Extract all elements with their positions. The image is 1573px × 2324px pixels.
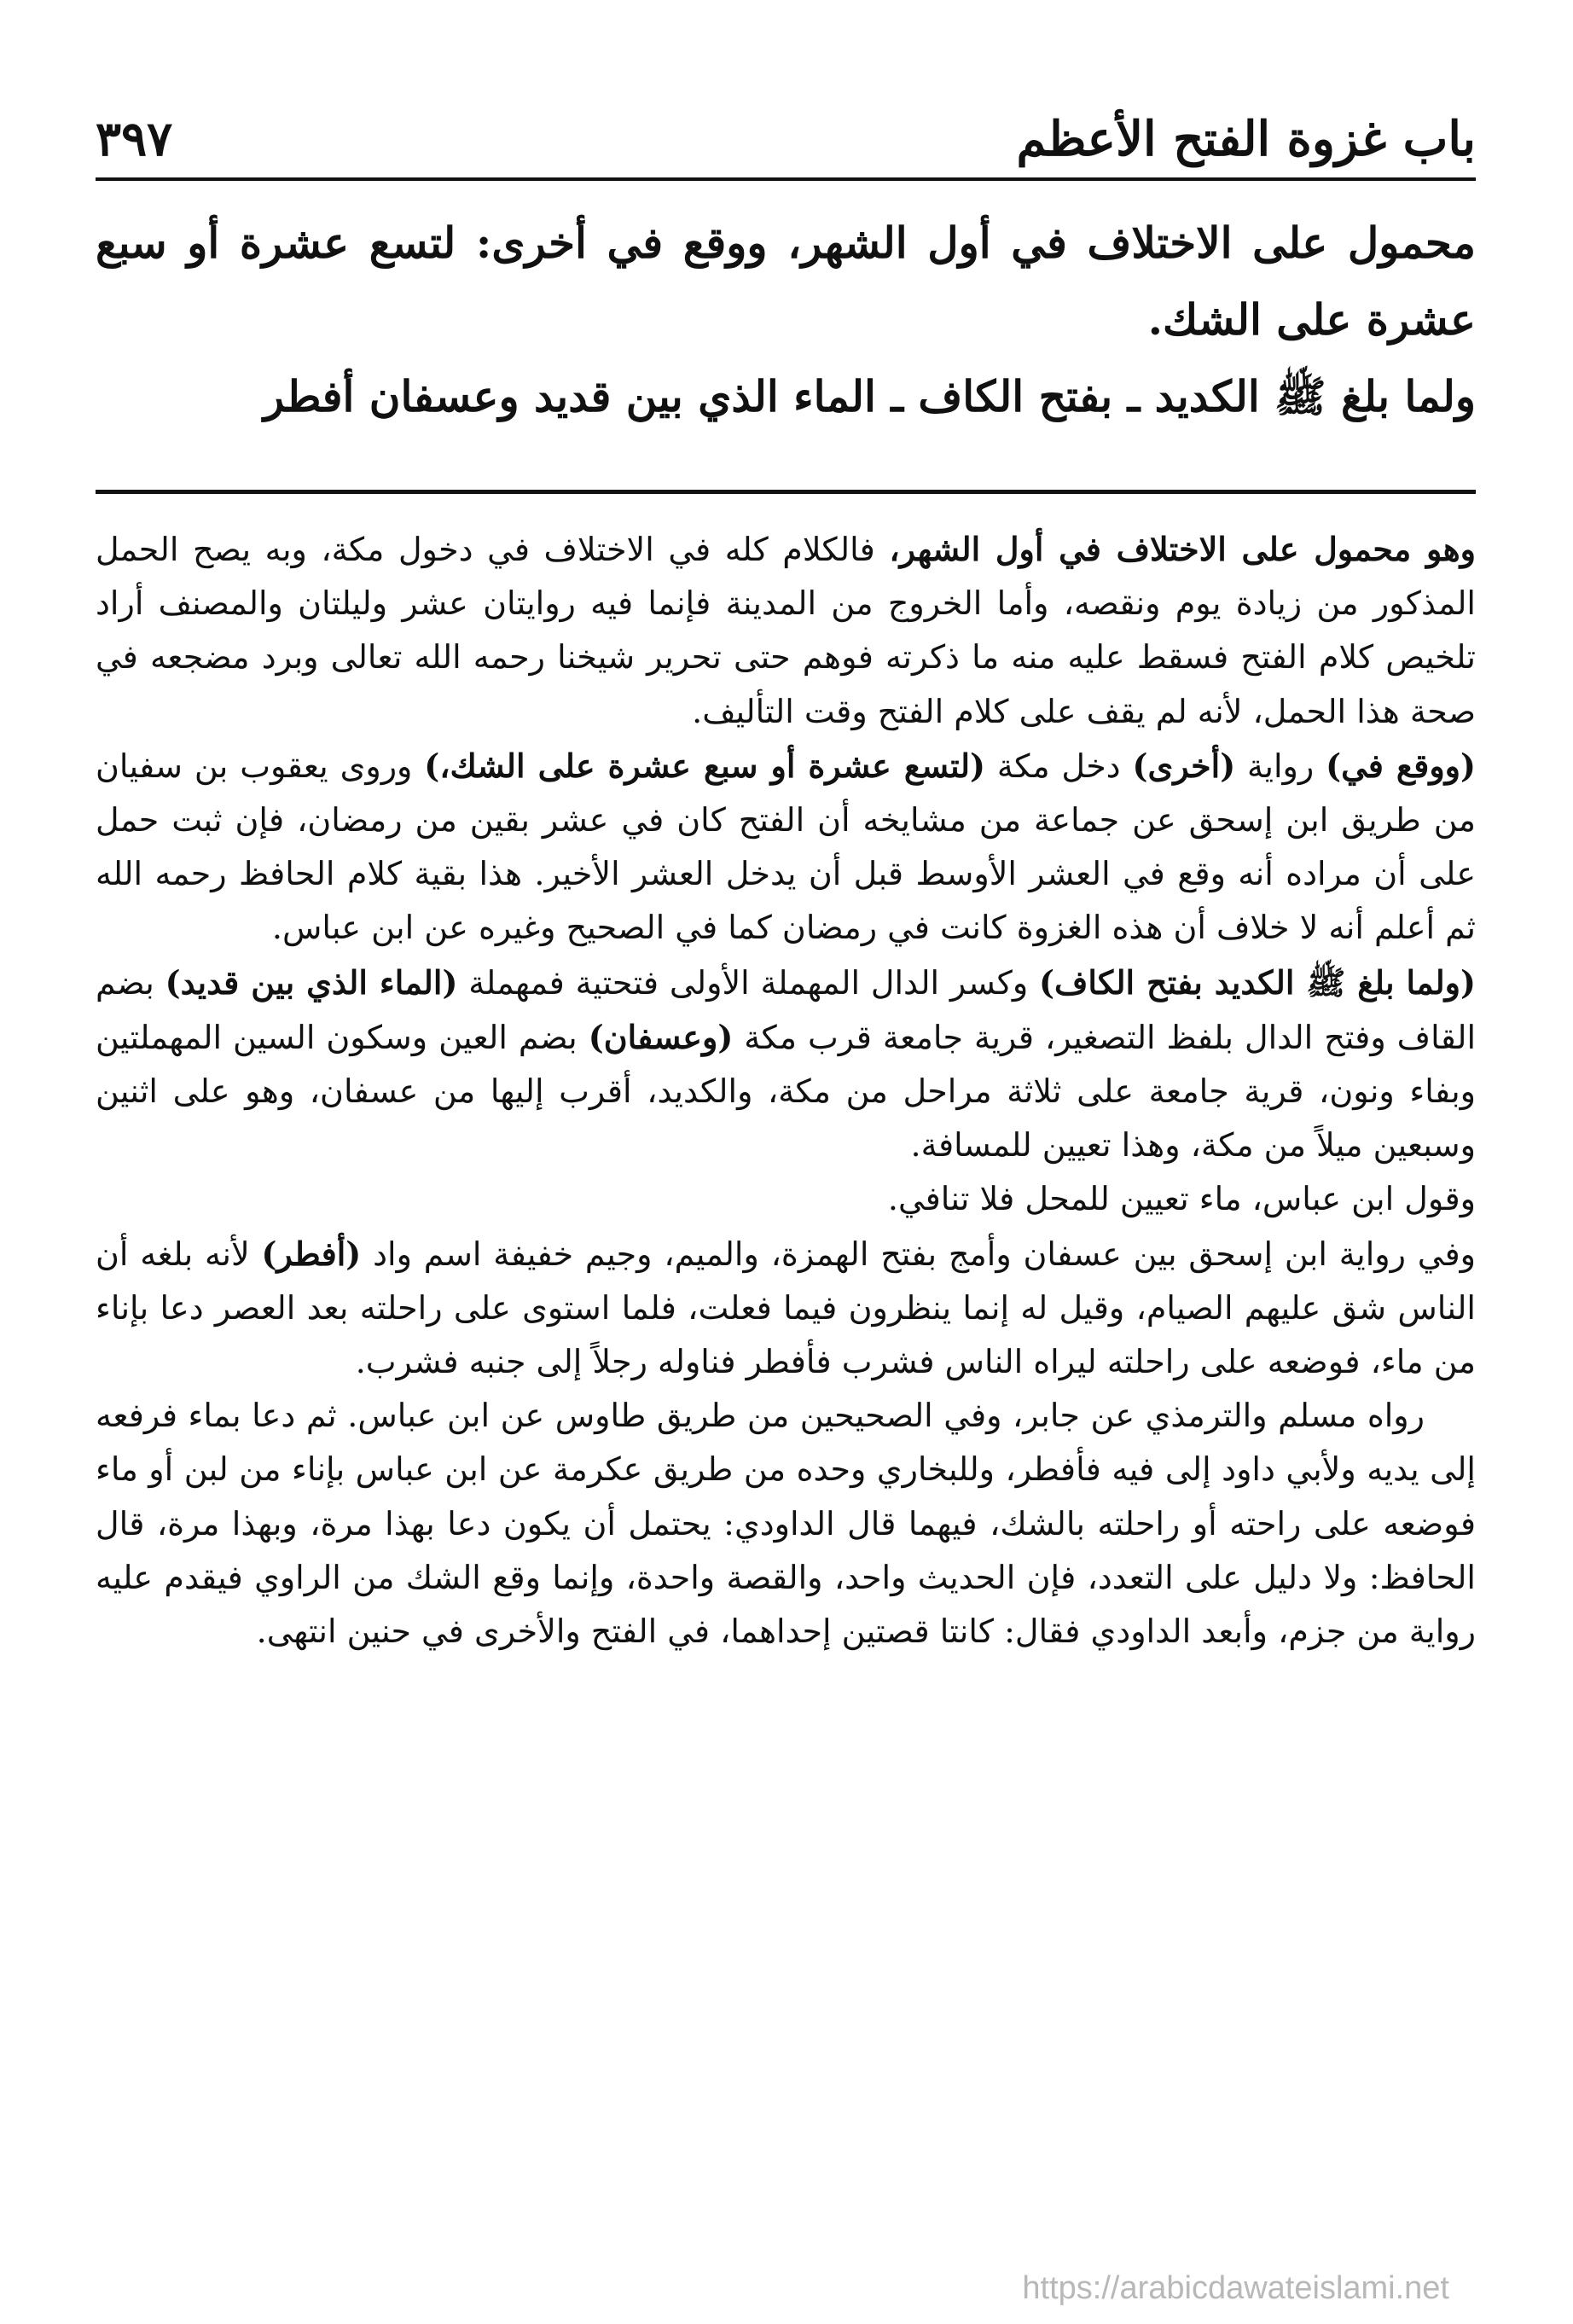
commentary-text: وروى يعقوب بن سفيان من طريق ابن إسحق عن جماعة من مشايخه أن الفتح كان في عشر بقين من رمضان، فإن ثبت حمل على أن مراده أنه وقع في العشر الأوسط قبل أن يدخل العشر الأخير. هذا بقية كلام الحافظ رحمه الله ثم أعلم أنه لا خلاف أن هذه الغزوة كانت في رمضان كما في الصحيح وغيره عن ابن عباس.: [96, 747, 1476, 947]
page-number: ٣٩٧: [96, 111, 173, 167]
commentary-paragraph: [96, 739, 1476, 956]
chapter-title: باب غزوة الفتح الأعظم: [1016, 111, 1476, 167]
commentary-text: بضم العين وسكون السين المهملتين وبفاء ونون، قرية جامعة على ثلاثة مراحل من مكة، والكديد، أقرب إليها من عسفان، وهو على اثنين وسبعين ميلاً من مكة، وهذا تعيين للمسافة.: [96, 1018, 1476, 1165]
commentary-paragraph: [96, 522, 1476, 739]
quoted-main-text: (أخرى): [1132, 746, 1236, 785]
quoted-main-text: (أفطر): [261, 1234, 362, 1273]
commentary-paragraph: [96, 1227, 1476, 1390]
quoted-main-text: (ووقع في): [1326, 746, 1476, 785]
commentary-text: رواية: [1235, 747, 1326, 785]
commentary-text: وفي رواية ابن إسحق بين عسفان وأمج بفتح الهمزة، والميم، وجيم خفيفة اسم واد: [361, 1235, 1476, 1273]
quoted-main-text: (ولما بلغ ﷺ الكديد بفتح الكاف): [1039, 962, 1476, 1002]
page-header: [96, 101, 1476, 177]
commentary-text: بضم القاف وفتح الدال بلفظ التصغير، قرية جامعة قرب مكة: [96, 963, 1477, 1056]
quoted-main-text: (وعسفان): [588, 1017, 734, 1056]
main-text-paragraph: محمول على الاختلاف في أول الشهر، ووقع في أخرى: لتسع عشرة أو سبع عشرة على الشك.: [96, 218, 1476, 345]
commentary-text: فالكلام كله في الاختلاف في دخول مكة، وبه يصح الحمل المذكور من زيادة يوم ونقصه، وأما الخروج من المدينة فإنما فيه روايتان عشر وليلتان والمصنف أراد تلخيص كلام الفتح فسقط عليه منه ما ذكرته فوهم حتى تحرير شيخنا رحمه الله تعالى وبرد مضجعه في صحة هذا الحمل، لأنه لم يقف على كلام الفتح وقت التأليف.: [96, 531, 1476, 730]
commentary-text: دخل مكة: [985, 747, 1133, 785]
section-divider: [96, 490, 1476, 494]
commentary-paragraph: [96, 1389, 1476, 1659]
commentary-text: وقول ابن عباس، ماء تعيين للمحل فلا تنافي.: [887, 1180, 1476, 1218]
watermark-url: https://arabicdawateislami.net: [1022, 2270, 1449, 2306]
commentary-text: لأنه بلغه أن الناس شق عليهم الصيام، وقيل له إنما ينظرون فيما فعلت، فلما استوى على راحلته بعد العصر دعا بإناء من ماء، فوضعه على راحلته ليراه الناس فشرب فأفطر فناوله رجلاً إلى جنبه فشرب.: [96, 1235, 1476, 1381]
header-rule: [96, 177, 1476, 181]
quoted-main-text: (الماء الذي بين قديد): [165, 962, 458, 1002]
main-text-paragraph: ولما بلغ ﷺ الكديد ـ بفتح الكاف ـ الماء الذي بين قديد وعسفان أفطر: [264, 371, 1476, 421]
commentary-block: [96, 522, 1476, 1659]
quoted-main-text: (لتسع عشرة أو سبع عشرة على الشك،): [424, 746, 985, 785]
commentary-paragraph: [96, 956, 1476, 1173]
main-text-block: [96, 205, 1476, 435]
commentary-text: وكسر الدال المهملة الأولى فتحتية فمهملة: [457, 963, 1040, 1002]
commentary-paragraph: [96, 1172, 1476, 1226]
quoted-main-text: وهو محمول على الاختلاف في أول الشهر،: [889, 530, 1476, 568]
commentary-text: رواه مسلم والترمذي عن جابر، وفي الصحيحين من طريق طاوس عن ابن عباس. ثم دعا بماء فرفعه إلى يديه ولأبي داود إلى فيه فأفطر، وللبخاري وحده من طريق عكرمة عن ابن عباس بإناء من لبن أو ماء فوضعه على راحته أو راحلته بالشك، فيهما قال الداودي: يحتمل أن يكون دعا بهذا مرة، وبهذا مرة، قال الحافظ: ولا دليل على التعدد، فإن الحديث واحد، والقصة واحدة، وإنما وقع الشك من الراوي فيقدم عليه رواية من جزم، وأبعد الداودي فقال: كانتا قصتين إحداهما، في الفتح والأخرى في حنين انتهى.: [96, 1397, 1476, 1651]
